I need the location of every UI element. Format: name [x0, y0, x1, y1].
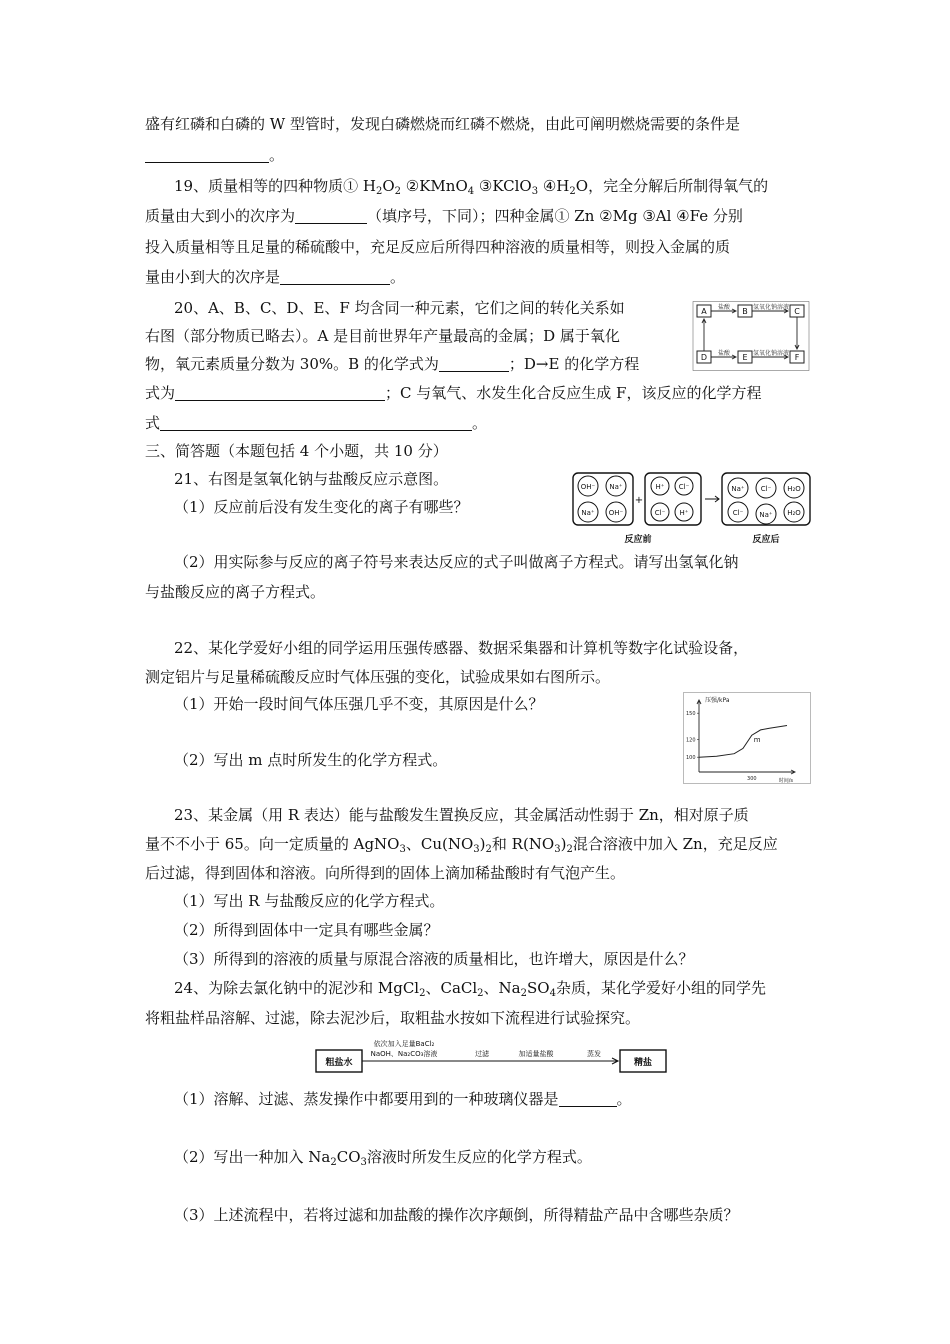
question-20-line2: 右图（部分物质已略去）。A 是目前世界年产量最高的金属；D 属于氧化: [145, 327, 620, 345]
question-19-line4: 量由小到大的次序是 。: [145, 268, 406, 286]
node-a-label: A: [701, 307, 707, 316]
question-23-line3: 后过滤，得到固体和溶液。向所得到的固体上滴加稀盐酸时有气泡产生。: [145, 864, 626, 882]
ion-label: H⁺: [679, 509, 689, 517]
y-tick-label: 150: [686, 711, 696, 718]
node-c-label: C: [794, 307, 800, 316]
ion-label: Na⁺: [731, 485, 745, 493]
answer-blank[interactable]: [160, 415, 472, 431]
ion-label: Cl⁻: [678, 483, 690, 491]
label-before: 反应前: [624, 535, 652, 545]
answer-blank[interactable]: [280, 269, 390, 285]
reagent-bc: 氢氧化钠溶液: [752, 304, 790, 311]
reaction-arrow: [705, 496, 719, 502]
answer-blank[interactable]: [559, 1091, 617, 1107]
question-21-part2-line1: （2）用实际参与反应的离子符号来表达反应的式子叫做离子方程式。请写出氢氧化钠: [174, 553, 739, 571]
step3-acid: 加适量盐酸: [518, 1050, 554, 1058]
question-20-line1: 20、A、B、C、D、E、F 均含同一种元素，它们之间的转化关系如: [174, 299, 625, 317]
ion-label: Cl⁻: [654, 509, 666, 517]
answer-blank[interactable]: [145, 147, 269, 163]
ion-label: Na⁺: [609, 483, 623, 491]
y-tick-label: 100: [686, 755, 696, 762]
x-axis-label: 时间/s: [778, 778, 793, 784]
ion-label: H⁺: [655, 483, 665, 491]
question-20-line4: 式为 ；C 与氧气、水发生化合反应生成 F，该反应的化学方程: [145, 384, 762, 402]
question-21-part1: （1）反应前后没有发生变化的离子有哪些？: [174, 498, 469, 516]
section-3-heading: 三、简答题（本题包括 4 个小题，共 10 分）: [145, 442, 448, 460]
plus-sign: +: [634, 495, 644, 506]
question-23-line1: 23、某金属（用 R 表达）能与盐酸发生置换反应，其金属活动性弱于 Zn，相对原子质: [174, 806, 749, 824]
node-e-label: E: [742, 353, 748, 362]
step4-evaporate: 蒸发: [587, 1050, 601, 1058]
reagent-de: 盐酸: [717, 350, 731, 357]
question-19-line2: 质量由大到小的次序为 （填序号，下同）；四种金属① Zn ②Mg ③Al ④Fe 分别: [145, 207, 743, 225]
answer-blank[interactable]: [295, 208, 367, 224]
reagent-ab: 盐酸: [717, 304, 731, 311]
question-22-part1: （1）开始一段时间气体压强几乎不变，其原因是什么？: [174, 695, 544, 713]
question-24-part2: （2）写出一种加入 $Na_2CO_3$溶液时所发生反应的化学方程式。: [174, 1148, 592, 1168]
question-19-line3: 投入质量相等且足量的稀硫酸中，充足反应后所得四种溶液的质量相等，则投入金属的质: [145, 238, 731, 256]
question-23-part2: （2）所得到固体中一定具有哪些金属？: [174, 921, 439, 939]
question-24-part1: （1）溶解、过滤、蒸发操作中都要用到的一种玻璃仪器是 。: [174, 1090, 632, 1108]
node-f-label: F: [794, 353, 800, 362]
step2-filter: 过滤: [475, 1050, 489, 1058]
ion-label: Na⁺: [581, 509, 595, 517]
q22-pressure-chart: [683, 692, 811, 784]
question-23-part3: （3）所得到的溶液的质量与原混合溶液的质量相比，也许增大，原因是什么？: [174, 950, 694, 968]
answer-blank[interactable]: [175, 385, 385, 401]
y-tick-label: 120: [686, 737, 696, 744]
question-24-line2: 将粗盐样品溶解、过滤，除去泥沙后，取粗盐水按如下流程进行试验探究。: [145, 1009, 641, 1027]
question-23-line2: 量不不小于 65。向一定质量的 AgNO$_3$、$Cu(NO_3)_2$和 $R(NO_3)_2$混合溶液中加入 Zn，充足反应: [145, 835, 778, 855]
node-d-label: D: [700, 353, 708, 362]
ion-label: H₂O: [787, 509, 801, 517]
q24-flowchart: [314, 1037, 672, 1077]
question-23-part1: （1）写出 R 与盐酸反应的化学方程式。: [174, 892, 445, 910]
beaker-hcl: [645, 473, 701, 525]
answer-blank[interactable]: [439, 356, 509, 372]
question-22-line2: 测定铝片与足量稀硫酸反应时气体压强的变化，试验成果如右图所示。: [145, 668, 611, 686]
step1-reagent-naoh-na2co3: NaOH、Na₂CO₃溶液: [370, 1050, 438, 1058]
q20-conversion-diagram: [692, 301, 810, 371]
question-24-part3: （3）上述流程中，若将过滤和加盐酸的操作次序颠倒，所得精盐产品中含哪些杂质？: [174, 1206, 739, 1224]
line-blank-answer: 。: [145, 145, 284, 165]
y-axis-label: 压强/kPa: [705, 697, 730, 704]
question-21: 21、右图是氢氧化钠与盐酸反应示意图。: [174, 470, 449, 488]
question-20-line3: 物，氧元素质量分数为 30%。B 的化学式为 ；D→E 的化学方程: [145, 355, 640, 373]
question-24-line1: 24、为除去氯化钠中的泥沙和 MgCl$_2$、CaCl$_2$、$Na_2SO_4$杂质，某化学爱好小组的同学先: [174, 979, 766, 999]
line-w-tube: 盛有红磷和白磷的 W 型管时，发现白磷燃烧而红磷不燃烧，由此可阐明燃烧需要的条件是: [145, 115, 740, 133]
point-m-label: m: [753, 736, 761, 745]
ion-label: Cl⁻: [732, 509, 744, 517]
pressure-series-line: [699, 726, 787, 758]
question-21-part2-line2: 与盐酸反应的离子方程式。: [145, 583, 326, 601]
label-refined-salt: 精盐: [633, 1058, 653, 1068]
q21-ion-schematic: [572, 472, 812, 548]
step1-reagent-bacl2: 依次加入足量BaCl₂: [373, 1040, 435, 1048]
ion-label: OH⁻: [608, 509, 624, 517]
ion-label: OH⁻: [580, 483, 596, 491]
ion-label: H₂O: [787, 485, 801, 493]
question-20-line5: 式 。: [145, 414, 488, 432]
ion-label: Na⁺: [759, 511, 773, 519]
label-crude-brine: 粗盐水: [325, 1058, 353, 1068]
question-19-line1: 19、质量相等的四种物质① $H_2O_2$ ②KMnO$_4$ ③KClO$_3$ $④H_2O$，完全分解后所制得氧气的: [174, 177, 769, 197]
node-b-label: B: [742, 307, 748, 316]
x-tick-label: 300: [747, 776, 757, 782]
reagent-ef: 氢氧化钠溶液: [752, 350, 790, 357]
ion-label: Cl⁻: [760, 485, 772, 493]
question-22-part2: （2）写出 m 点时所发生的化学方程式。: [174, 751, 448, 769]
question-22-line1: 22、某化学爱好小组的同学运用压强传感器、数据采集器和计算机等数字化试验设备，: [174, 639, 749, 657]
label-after: 反应后: [752, 535, 780, 545]
